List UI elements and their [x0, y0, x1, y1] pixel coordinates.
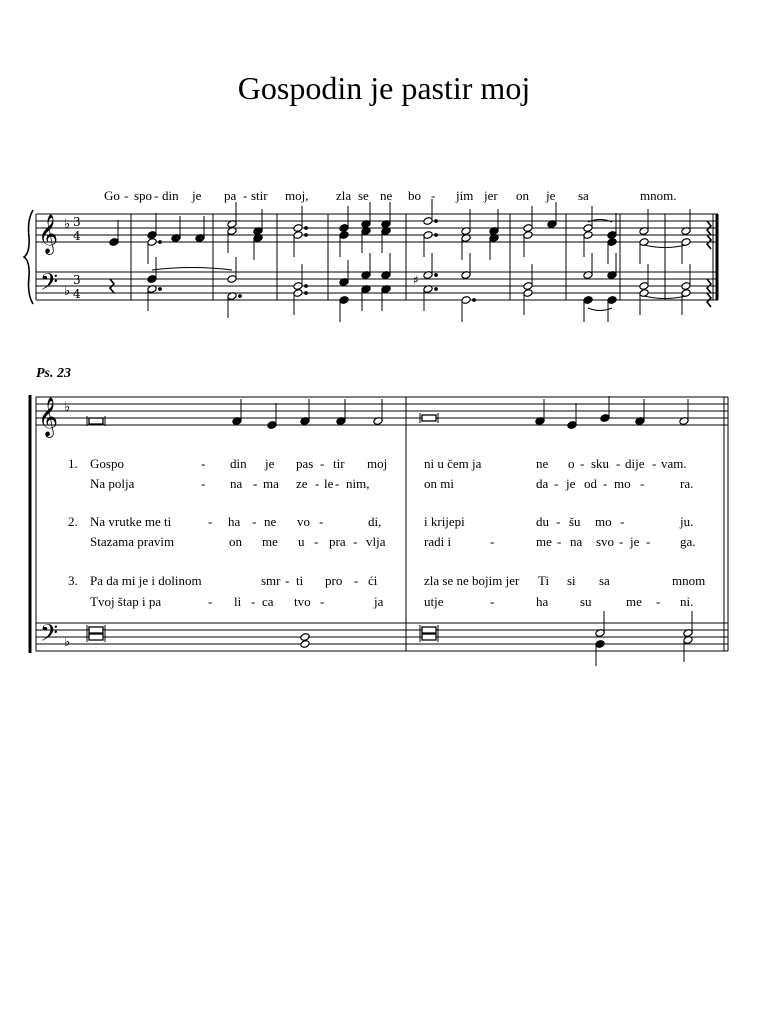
verse-syllable: utje: [424, 594, 444, 609]
verse-syllable: me: [536, 534, 552, 549]
verse-syllable: da: [536, 476, 549, 491]
verse-hyphen: -: [201, 476, 206, 491]
verse-number: 3.: [68, 573, 78, 588]
verse-hyphen: -: [208, 594, 213, 609]
verse-syllable: pra: [329, 534, 346, 549]
note-head: [300, 633, 310, 642]
bass-clef: 𝄢: [40, 619, 59, 652]
verse-hyphen: -: [320, 594, 325, 609]
verse-syllable: smr: [261, 573, 281, 588]
lyric-syllable: mnom.: [640, 188, 677, 203]
lyric-syllable: se: [358, 188, 369, 203]
augmentation-dot: [305, 285, 308, 288]
verse-syllable: tir: [333, 456, 345, 471]
verse-syllable: dije: [625, 456, 645, 471]
key-signature-flat: ♭: [64, 635, 71, 650]
verse-syllable: šu: [569, 514, 581, 529]
augmentation-dot: [305, 292, 308, 295]
verse-syllable: o: [568, 456, 575, 471]
verse-syllable: na: [570, 534, 583, 549]
verse-syllable: ći: [368, 573, 378, 588]
time-signature: 3: [73, 215, 81, 229]
verse-syllable: ca: [262, 594, 274, 609]
lyric-syllable: jer: [484, 188, 498, 203]
verse-hyphen: -: [315, 476, 320, 491]
verse-syllable: u: [298, 534, 305, 549]
verse-hyphen: -: [620, 514, 625, 529]
verse-syllable: ha: [536, 594, 549, 609]
verse-syllable: i krijepi: [424, 514, 465, 529]
verse-syllable: ju.: [680, 514, 694, 529]
verse-hyphen: -: [619, 534, 624, 549]
lyric-hyphen: -: [124, 188, 129, 203]
verse-hyphen: -: [252, 514, 257, 529]
lyric-syllable: on: [516, 188, 529, 203]
augmentation-dot: [435, 220, 438, 223]
verse-hyphen: -: [652, 456, 657, 471]
lyric-syllable: din: [162, 188, 179, 203]
verse-syllable: ni.: [680, 594, 694, 609]
verse-syllable: vlja: [366, 534, 386, 549]
verse-number: 2.: [68, 514, 78, 529]
verse-hyphen: -: [616, 456, 621, 471]
lyric-hyphen: -: [431, 188, 436, 203]
verse-hyphen: -: [320, 456, 325, 471]
verse-hyphen: -: [208, 514, 213, 529]
verse-hyphen: -: [353, 534, 358, 549]
verse-hyphen: -: [656, 594, 661, 609]
verse-syllable: Ti: [538, 573, 550, 588]
time-signature: 3: [73, 273, 81, 287]
key-signature-flat: ♭: [64, 400, 71, 415]
lyric-syllable: pa: [224, 188, 237, 203]
system-brace: [24, 210, 33, 304]
breve-note: [89, 418, 103, 424]
verse-syllable: ma: [263, 476, 279, 491]
verse-hyphen: -: [603, 476, 608, 491]
verse-syllable: din: [230, 456, 247, 471]
verse-hyphen: -: [490, 534, 495, 549]
time-signature: 4: [73, 287, 81, 301]
verse-syllable: je: [630, 534, 640, 549]
lyric-syllable: jim: [456, 188, 474, 203]
verse-syllable: ne: [536, 456, 549, 471]
verse-syllable: ga.: [680, 534, 696, 549]
verse-hyphen: -: [556, 514, 561, 529]
verse-syllable: ra.: [680, 476, 694, 491]
verse-hyphen: -: [314, 534, 319, 549]
verse-hyphen: -: [640, 476, 645, 491]
verse-syllable: Pa da mi je i dolinom: [90, 573, 202, 588]
verse-syllable: ni u čem ja: [424, 456, 482, 471]
verse-syllable: ne: [264, 514, 277, 529]
lyric-syllable: spo: [134, 188, 153, 203]
verse-syllable: radi i: [424, 534, 452, 549]
verse-hyphen: -: [554, 476, 559, 491]
verse-syllable: vam.: [661, 456, 687, 471]
verse-hyphen: -: [580, 456, 585, 471]
verse-syllable: svo: [596, 534, 615, 549]
verse-syllable: di,: [368, 514, 382, 529]
verse-syllable: on: [229, 534, 242, 549]
lyric-syllable: Go: [104, 188, 120, 203]
verse-hyphen: -: [285, 573, 290, 588]
verse-syllable: tvo: [294, 594, 311, 609]
lyric-syllable: je: [192, 188, 202, 203]
breve-note: [422, 627, 436, 633]
lyric-syllable: zla: [336, 188, 352, 203]
sharp-accidental: ♯: [413, 273, 419, 287]
bass-clef: 𝄢: [40, 268, 59, 301]
verse-syllable: je: [566, 476, 576, 491]
verse-syllable: le: [324, 476, 334, 491]
breve-note: [89, 634, 103, 640]
lyric-syllable: je: [546, 188, 556, 203]
breve-note: [422, 415, 436, 421]
verse-number: 1.: [68, 456, 78, 471]
verse-syllable: ze: [296, 476, 308, 491]
verse-syllable: me: [626, 594, 642, 609]
verse-syllable: sa: [599, 573, 610, 588]
verse-syllable: on mi: [424, 476, 454, 491]
lyric-syllable: bo: [408, 188, 421, 203]
verse-hyphen: -: [201, 456, 206, 471]
verse-syllable: li: [234, 594, 242, 609]
verse-syllable: sku: [591, 456, 610, 471]
verse-syllable: Gospo: [90, 456, 124, 471]
note-head: [300, 640, 310, 649]
verse-hyphen: -: [490, 594, 495, 609]
verse-hyphen: -: [319, 514, 324, 529]
verse-syllable: ja: [374, 594, 384, 609]
verse-hyphen: -: [335, 476, 340, 491]
breve-note: [422, 634, 436, 640]
verse-syllable: su: [580, 594, 592, 609]
verse-hyphen: -: [253, 476, 258, 491]
augmentation-dot: [239, 295, 242, 298]
augmentation-dot: [435, 234, 438, 237]
lyric-syllable: sa: [578, 188, 589, 203]
verse-syllable: Stazama pravim: [90, 534, 175, 549]
breve-note: [89, 627, 103, 633]
verse-syllable: mo: [614, 476, 631, 491]
verse-syllable: me: [262, 534, 278, 549]
verse-syllable: du: [536, 514, 549, 529]
verse-syllable: mo: [595, 514, 612, 529]
lyric-syllable: ne: [380, 188, 393, 203]
augmentation-dot: [305, 227, 308, 230]
lyric-syllable: moj,: [285, 188, 309, 203]
verse-syllable: moj: [367, 456, 388, 471]
verse-syllable: mnom: [672, 573, 706, 588]
verse-syllable: Tvoj štap i pa: [90, 594, 162, 609]
key-signature-flat: ♭: [64, 217, 71, 232]
lyric-hyphen: -: [243, 188, 248, 203]
augmentation-dot: [435, 274, 438, 277]
verse-hyphen: -: [251, 594, 256, 609]
page-title: Gospodin je pastir moj: [237, 70, 531, 106]
psalm-reference: Ps. 23: [36, 366, 71, 381]
verse-hyphen: -: [646, 534, 651, 549]
verse-hyphen: -: [354, 573, 359, 588]
verse-syllable: zla se ne bojim jer: [424, 573, 520, 588]
augmentation-dot: [435, 288, 438, 291]
verse-hyphen: -: [557, 534, 562, 549]
verse-syllable: na: [230, 476, 243, 491]
verse-syllable: je: [265, 456, 275, 471]
augmentation-dot: [159, 241, 162, 244]
verse-syllable: ti: [296, 573, 304, 588]
augmentation-dot: [473, 299, 476, 302]
lyric-hyphen: -: [154, 188, 159, 203]
verse-syllable: pro: [325, 573, 343, 588]
augmentation-dot: [305, 234, 308, 237]
time-signature: 4: [73, 229, 81, 243]
augmentation-dot: [159, 288, 162, 291]
treble-clef: 𝄞: [38, 214, 59, 254]
treble-clef: 𝄞: [38, 397, 59, 437]
verse-syllable: pas: [296, 456, 314, 471]
tie: [152, 268, 232, 271]
key-signature-flat: ♭: [64, 284, 71, 299]
verse-syllable: ha: [228, 514, 241, 529]
verse-syllable: nim,: [346, 476, 370, 491]
verse-syllable: Na polja: [90, 476, 135, 491]
verse-syllable: od: [584, 476, 597, 491]
verse-syllable: si: [567, 573, 576, 588]
lyric-syllable: stir: [251, 188, 268, 203]
verse-syllable: vo: [297, 514, 310, 529]
verse-syllable: Na vrutke me ti: [90, 514, 172, 529]
